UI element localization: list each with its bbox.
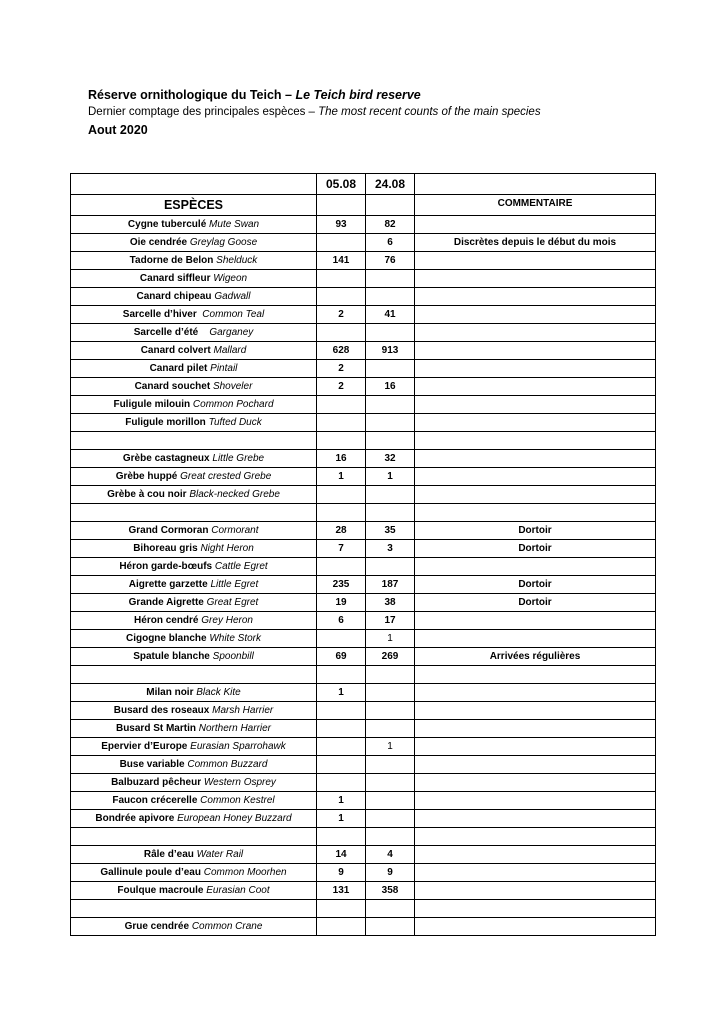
species-name-english: European Honey Buzzard	[177, 812, 292, 824]
table-row	[71, 756, 656, 774]
species-name-french: Aigrette garzette	[128, 578, 208, 590]
count-date-2	[366, 774, 415, 792]
count-date-2: 4	[366, 846, 415, 864]
comment-cell	[415, 612, 656, 630]
empty-cell	[366, 900, 415, 918]
species-cell	[71, 648, 317, 666]
date-header-row	[71, 174, 656, 195]
comment-cell	[415, 378, 656, 396]
species-name-english: Northern Harrier	[198, 722, 272, 734]
count-date-1	[317, 756, 366, 774]
comment-cell	[415, 846, 656, 864]
table-row	[71, 576, 656, 594]
count-date-2: 41	[366, 306, 415, 324]
species-cell	[71, 360, 317, 378]
empty-cell	[415, 900, 656, 918]
comment-cell	[415, 702, 656, 720]
species-name-french: Grand Cormoran	[128, 524, 209, 536]
count-date-1	[317, 702, 366, 720]
species-name-french: Héron cendré	[134, 614, 199, 626]
count-date-1: 1	[317, 810, 366, 828]
title-english: Le Teich bird reserve	[295, 88, 421, 102]
species-name-french: Balbuzard pêcheur	[111, 776, 202, 788]
comment-heading: COMMENTAIRE	[415, 195, 656, 216]
count-date-1	[317, 738, 366, 756]
comment-cell	[415, 756, 656, 774]
count-date-1: 1	[317, 792, 366, 810]
table-row	[71, 234, 656, 252]
count-date-2: 38	[366, 594, 415, 612]
count-date-2: 358	[366, 882, 415, 900]
comment-cell: Discrètes depuis le début du mois	[415, 234, 656, 252]
count-date-2: 35	[366, 522, 415, 540]
count-date-2	[366, 360, 415, 378]
species-name-english: Common Pochard	[192, 398, 274, 410]
count-date-2	[366, 918, 415, 936]
count-date-1: 235	[317, 576, 366, 594]
count-date-1: 141	[317, 252, 366, 270]
count-date-2	[366, 558, 415, 576]
table-row	[71, 486, 656, 504]
empty-header-cell	[317, 195, 366, 216]
count-date-1: 6	[317, 612, 366, 630]
count-date-1: 69	[317, 648, 366, 666]
species-cell	[71, 414, 317, 432]
blank-row	[71, 666, 656, 684]
count-date-1	[317, 558, 366, 576]
count-date-1	[317, 288, 366, 306]
species-cell	[71, 918, 317, 936]
species-cell	[71, 702, 317, 720]
table-row	[71, 810, 656, 828]
count-date-1	[317, 270, 366, 288]
species-name-french: Foulque macroule	[117, 884, 204, 896]
count-date-1	[317, 774, 366, 792]
count-date-1	[317, 918, 366, 936]
table-row	[71, 594, 656, 612]
title-french: Réserve ornithologique du Teich –	[88, 88, 296, 102]
species-name-english: Western Osprey	[203, 776, 276, 788]
document-period: Aout 2020	[88, 123, 148, 137]
count-date-2: 76	[366, 252, 415, 270]
comment-cell	[415, 918, 656, 936]
species-name-english: Common Moorhen	[203, 866, 287, 878]
table-row	[71, 630, 656, 648]
count-date-1	[317, 630, 366, 648]
species-cell	[71, 612, 317, 630]
species-name-french: Grande Aigrette	[128, 596, 204, 608]
species-name-french: Canard souchet	[134, 380, 211, 392]
table-row	[71, 288, 656, 306]
species-name-french: Râle d’eau	[143, 848, 194, 860]
blank-row	[71, 504, 656, 522]
count-date-2	[366, 702, 415, 720]
empty-header-cell	[415, 174, 656, 195]
species-cell	[71, 846, 317, 864]
species-cell	[71, 558, 317, 576]
species-name-english: Cormorant	[211, 524, 259, 536]
species-name-english: Common Buzzard	[187, 758, 268, 770]
subtitle-french: Dernier comptage des principales espèces –	[88, 106, 319, 118]
table-row	[71, 558, 656, 576]
count-date-2: 1	[366, 738, 415, 756]
table-row	[71, 612, 656, 630]
species-cell	[71, 468, 317, 486]
species-cell	[71, 810, 317, 828]
count-date-2: 16	[366, 378, 415, 396]
empty-cell	[317, 504, 366, 522]
count-date-2	[366, 396, 415, 414]
species-cell	[71, 882, 317, 900]
count-date-1: 1	[317, 468, 366, 486]
empty-cell	[415, 666, 656, 684]
comment-cell: Dortoir	[415, 522, 656, 540]
species-name-english: Spoonbill	[212, 650, 254, 662]
species-name-english: Tufted Duck	[208, 416, 262, 428]
species-name-french: Spatule blanche	[133, 650, 210, 662]
species-heading: ESPÈCES	[71, 195, 317, 216]
empty-cell	[415, 504, 656, 522]
table-row	[71, 720, 656, 738]
comment-cell	[415, 396, 656, 414]
species-name-french: Tadorne de Belon	[129, 254, 214, 266]
species-name-english: Common Kestrel	[200, 794, 275, 806]
species-cell	[71, 630, 317, 648]
species-name-french: Canard siffleur	[139, 272, 211, 284]
empty-header-cell	[366, 195, 415, 216]
blank-row	[71, 432, 656, 450]
species-name-english: Shelduck	[216, 254, 258, 266]
species-cell	[71, 342, 317, 360]
comment-cell	[415, 486, 656, 504]
species-name-french: Grue cendrée	[124, 920, 190, 932]
comment-cell	[415, 414, 656, 432]
table-row	[71, 792, 656, 810]
count-date-2	[366, 288, 415, 306]
count-date-2: 913	[366, 342, 415, 360]
species-cell	[71, 396, 317, 414]
comment-cell	[415, 810, 656, 828]
count-date-1	[317, 720, 366, 738]
comment-cell	[415, 468, 656, 486]
species-name-french: Busard St Martin	[115, 722, 196, 734]
count-date-2: 187	[366, 576, 415, 594]
species-cell	[71, 270, 317, 288]
count-date-2: 1	[366, 468, 415, 486]
table-row	[71, 864, 656, 882]
species-name-french: Canard colvert	[140, 344, 211, 356]
species-name-english: Greylag Goose	[189, 236, 258, 248]
species-name-french: Fuligule morillon	[125, 416, 206, 428]
comment-cell: Arrivées régulières	[415, 648, 656, 666]
comment-cell	[415, 558, 656, 576]
table-row	[71, 738, 656, 756]
count-date-1	[317, 414, 366, 432]
table-row	[71, 216, 656, 234]
species-cell	[71, 450, 317, 468]
species-cell	[71, 864, 317, 882]
species-name-english: Common Crane	[191, 920, 263, 932]
species-name-french: Bondrée apivore	[95, 812, 175, 824]
species-name-english: Night Heron	[200, 542, 254, 554]
empty-cell	[71, 504, 317, 522]
count-date-2: 6	[366, 234, 415, 252]
species-cell	[71, 522, 317, 540]
table-row	[71, 270, 656, 288]
species-cell	[71, 378, 317, 396]
species-name-english: Shoveler	[212, 380, 253, 392]
count-date-2	[366, 684, 415, 702]
empty-cell	[366, 432, 415, 450]
species-name-english: Garganey	[209, 326, 254, 338]
table-row	[71, 324, 656, 342]
species-name-english: White Stork	[209, 632, 262, 644]
species-cell	[71, 576, 317, 594]
count-date-2	[366, 720, 415, 738]
count-date-1	[317, 396, 366, 414]
empty-cell	[415, 828, 656, 846]
species-name-french: Grèbe huppé	[115, 470, 178, 482]
count-date-1	[317, 324, 366, 342]
species-name-english: Great Egret	[206, 596, 259, 608]
empty-cell	[317, 900, 366, 918]
comment-cell	[415, 684, 656, 702]
comment-cell: Dortoir	[415, 576, 656, 594]
count-date-2: 17	[366, 612, 415, 630]
table-row	[71, 648, 656, 666]
count-date-1: 28	[317, 522, 366, 540]
count-date-2	[366, 486, 415, 504]
species-name-french: Grèbe à cou noir	[107, 488, 187, 500]
empty-cell	[366, 666, 415, 684]
comment-cell: Dortoir	[415, 594, 656, 612]
species-name-english: Mallard	[213, 344, 247, 356]
species-cell	[71, 792, 317, 810]
species-name-french: Buse variable	[119, 758, 185, 770]
species-name-french: Milan noir	[146, 686, 194, 698]
table-row	[71, 468, 656, 486]
comment-cell	[415, 864, 656, 882]
comment-cell	[415, 306, 656, 324]
species-name-french: Sarcelle d’été	[133, 326, 207, 338]
count-date-1: 131	[317, 882, 366, 900]
species-cell	[71, 720, 317, 738]
species-cell	[71, 252, 317, 270]
species-cell	[71, 486, 317, 504]
count-date-1	[317, 234, 366, 252]
comment-cell	[415, 774, 656, 792]
table-row	[71, 522, 656, 540]
count-date-1: 19	[317, 594, 366, 612]
comment-cell	[415, 324, 656, 342]
species-name-english: Eurasian Coot	[206, 884, 270, 896]
table-row	[71, 414, 656, 432]
comment-cell	[415, 216, 656, 234]
species-name-french: Héron garde-bœufs	[119, 560, 213, 572]
species-name-english: Pintail	[210, 362, 238, 374]
blank-row	[71, 828, 656, 846]
empty-cell	[71, 432, 317, 450]
count-date-2: 1	[366, 630, 415, 648]
species-name-english: Marsh Harrier	[212, 704, 274, 716]
comment-cell	[415, 360, 656, 378]
empty-cell	[366, 504, 415, 522]
species-name-english: Gadwall	[214, 290, 251, 302]
species-cell	[71, 594, 317, 612]
count-date-2: 32	[366, 450, 415, 468]
empty-cell	[71, 900, 317, 918]
count-date-1: 2	[317, 378, 366, 396]
species-name-english: Black-necked Grebe	[189, 488, 280, 500]
species-name-french: Sarcelle d’hiver	[122, 308, 200, 320]
count-date-2: 3	[366, 540, 415, 558]
species-cell	[71, 774, 317, 792]
table-row	[71, 360, 656, 378]
count-date-2	[366, 270, 415, 288]
species-name-french: Fuligule milouin	[113, 398, 191, 410]
count-date-2: 269	[366, 648, 415, 666]
species-cell	[71, 738, 317, 756]
empty-cell	[71, 666, 317, 684]
count-date-1: 2	[317, 306, 366, 324]
table-row	[71, 378, 656, 396]
species-name-french: Cygne tuberculé	[127, 218, 207, 230]
table-row	[71, 450, 656, 468]
count-date-1: 1	[317, 684, 366, 702]
species-name-french: Gallinule poule d’eau	[100, 866, 201, 878]
count-date-1: 16	[317, 450, 366, 468]
document-subtitle	[88, 104, 688, 121]
species-cell	[71, 540, 317, 558]
count-date-2	[366, 324, 415, 342]
table-row	[71, 306, 656, 324]
document-title	[88, 86, 688, 104]
species-cell	[71, 288, 317, 306]
species-name-english: Cattle Egret	[214, 560, 268, 572]
count-date-1: 14	[317, 846, 366, 864]
count-date-1: 628	[317, 342, 366, 360]
comment-cell	[415, 450, 656, 468]
empty-cell	[317, 828, 366, 846]
comment-cell	[415, 288, 656, 306]
empty-cell	[317, 432, 366, 450]
count-date-1: 7	[317, 540, 366, 558]
comment-cell: Dortoir	[415, 540, 656, 558]
species-cell	[71, 324, 317, 342]
species-name-french: Canard pilet	[149, 362, 208, 374]
species-name-english: Little Egret	[210, 578, 259, 590]
count-date-2: 82	[366, 216, 415, 234]
subtitle-english: The most recent counts of the main species	[318, 106, 541, 118]
date-2-header: 24.08	[366, 174, 415, 195]
species-name-english: Little Grebe	[212, 452, 265, 464]
count-date-2	[366, 756, 415, 774]
count-date-2	[366, 792, 415, 810]
empty-cell	[415, 432, 656, 450]
empty-cell	[366, 828, 415, 846]
species-cell	[71, 306, 317, 324]
species-cell	[71, 216, 317, 234]
comment-cell	[415, 630, 656, 648]
species-name-english: Great crested Grebe	[180, 470, 272, 482]
column-title-row	[71, 195, 656, 216]
table-row	[71, 396, 656, 414]
species-name-english: Eurasian Sparrohawk	[190, 740, 286, 752]
comment-cell	[415, 792, 656, 810]
species-name-french: Epervier d’Europe	[101, 740, 188, 752]
species-name-french: Busard des roseaux	[113, 704, 210, 716]
species-name-french: Cigogne blanche	[125, 632, 207, 644]
species-name-french: Faucon crécerelle	[112, 794, 198, 806]
comment-cell	[415, 252, 656, 270]
species-name-english: Mute Swan	[209, 218, 260, 230]
species-name-french: Canard chipeau	[136, 290, 212, 302]
table-row	[71, 540, 656, 558]
table-row	[71, 342, 656, 360]
species-name-english: Grey Heron	[201, 614, 253, 626]
blank-row	[71, 900, 656, 918]
table-row	[71, 882, 656, 900]
table-row	[71, 684, 656, 702]
species-name-french: Bihoreau gris	[133, 542, 198, 554]
comment-cell	[415, 738, 656, 756]
comment-cell	[415, 342, 656, 360]
empty-cell	[71, 828, 317, 846]
count-date-1: 9	[317, 864, 366, 882]
document-header	[88, 86, 688, 139]
count-date-2: 9	[366, 864, 415, 882]
species-name-english: Water Rail	[196, 848, 244, 860]
date-1-header: 05.08	[317, 174, 366, 195]
table-row	[71, 774, 656, 792]
table-row	[71, 252, 656, 270]
table-row	[71, 702, 656, 720]
species-cell	[71, 756, 317, 774]
table-row	[71, 918, 656, 936]
species-name-english: Wigeon	[213, 272, 248, 284]
count-date-1	[317, 486, 366, 504]
species-cell	[71, 234, 317, 252]
species-name-english: Common Teal	[202, 308, 265, 320]
species-name-french: Grèbe castagneux	[122, 452, 210, 464]
count-date-2	[366, 810, 415, 828]
species-name-french: Oie cendrée	[129, 236, 188, 248]
comment-cell	[415, 270, 656, 288]
comment-cell	[415, 720, 656, 738]
empty-cell	[317, 666, 366, 684]
comment-cell	[415, 882, 656, 900]
count-date-2	[366, 414, 415, 432]
bird-count-table	[70, 173, 656, 936]
count-date-1: 93	[317, 216, 366, 234]
species-name-english: Black Kite	[196, 686, 241, 698]
empty-header-cell	[71, 174, 317, 195]
count-date-1: 2	[317, 360, 366, 378]
species-cell	[71, 684, 317, 702]
table-row	[71, 846, 656, 864]
